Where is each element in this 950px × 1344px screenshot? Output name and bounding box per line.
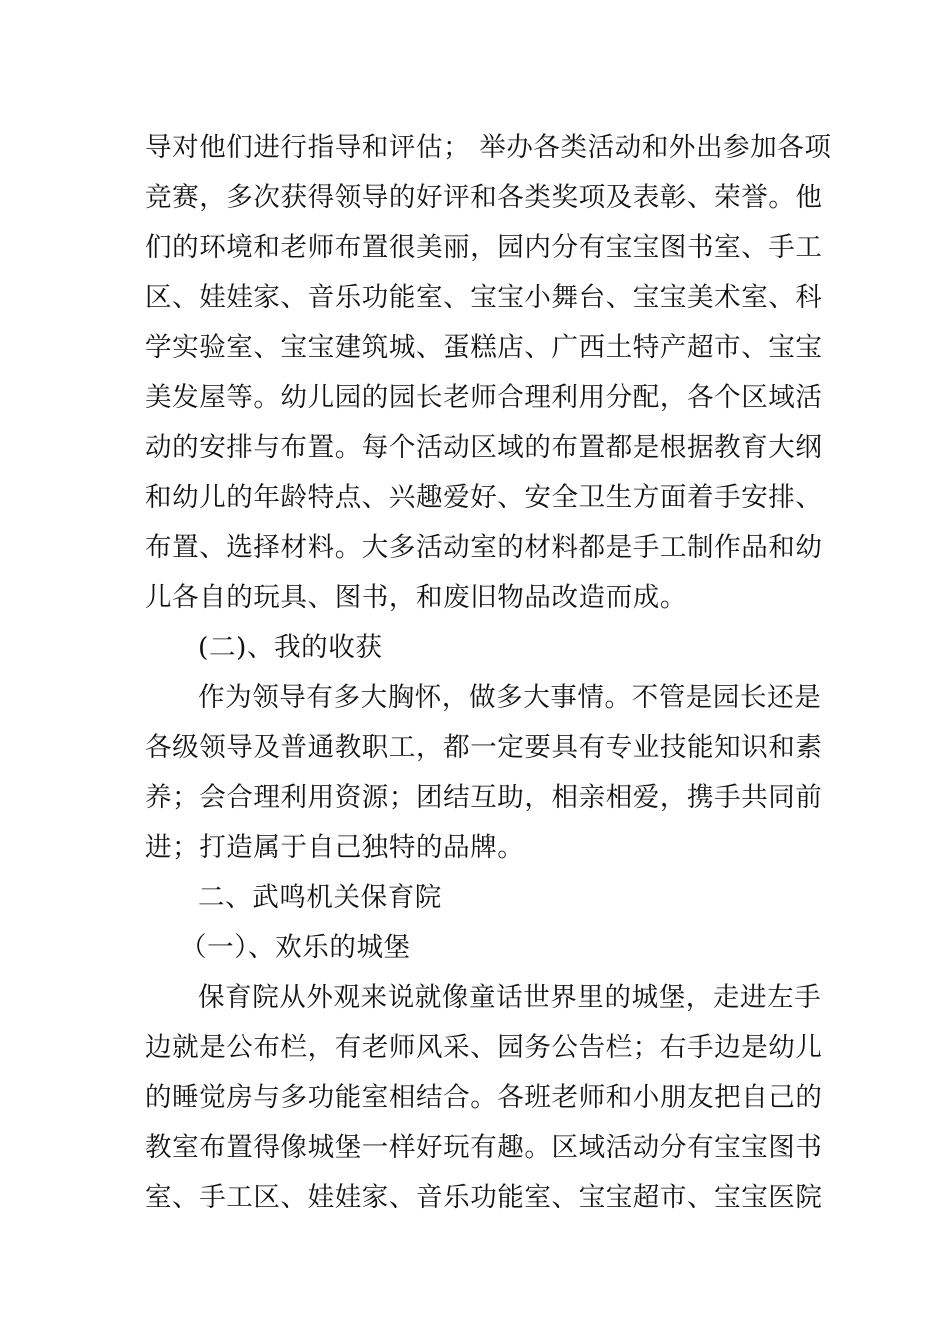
section-heading: 二、武鸣机关保育院 (198, 882, 442, 913)
paragraph-line: 保育院从外观来说就像童话世界里的城堡，走进左手 (198, 982, 822, 1013)
section-heading: (二)、我的收获 (198, 632, 383, 663)
paragraph-line: 室、手工区、娃娃家、音乐功能室、宝宝超市、宝宝医院 (145, 1182, 823, 1213)
paragraph-line: 教室布置得像城堡一样好玩有趣。区域活动分有宝宝图书 (145, 1132, 823, 1163)
paragraph-line: 的睡觉房与多功能室相结合。各班老师和小朋友把自己的 (145, 1082, 823, 1113)
paragraph-line: 美发屋等。幼儿园的园长老师合理利用分配，各个区域活 (145, 382, 823, 413)
paragraph-line: 作为领导有多大胸怀，做多大事情。不管是园长还是 (198, 682, 822, 713)
paragraph-line: 动的安排与布置。每个活动区域的布置都是根据教育大纲 (145, 432, 823, 463)
paragraph-line: 各级领导及普通教职工，都一定要具有专业技能知识和素 (145, 732, 823, 763)
paragraph-line: 们的环境和老师布置很美丽，园内分有宝宝图书室、手工 (145, 232, 823, 263)
paragraph-line: 学实验室、宝宝建筑城、蛋糕店、广西土特产超市、宝宝 (145, 332, 823, 363)
paragraph-line: 布置、选择材料。大多活动室的材料都是手工制作品和幼 (145, 532, 823, 563)
paragraph-line: 边就是公布栏，有老师风采、园务公告栏；右手边是幼儿 (145, 1032, 823, 1063)
paragraph-line: 和幼儿的年龄特点、兴趣爱好、安全卫生方面着手安排、 (145, 482, 823, 513)
paragraph-line: 进；打造属于自己独特的品牌。 (145, 832, 525, 863)
paragraph-line: 养；会合理利用资源；团结互助，相亲相爱，携手共同前 (145, 782, 823, 813)
paragraph-line: 竞赛，多次获得领导的好评和各类奖项及表彰、荣誉。他 (145, 182, 823, 213)
paragraph-line: 导对他们进行指导和评估； 举办各类活动和外出参加各项 (145, 132, 832, 163)
paragraph-line: 儿各自的玩具、图书，和废旧物品改造而成。 (145, 582, 687, 613)
paragraph-line: 区、娃娃家、音乐功能室、宝宝小舞台、宝宝美术室、科 (145, 282, 823, 313)
section-heading: （一）、欢乐的城堡 (180, 932, 411, 963)
